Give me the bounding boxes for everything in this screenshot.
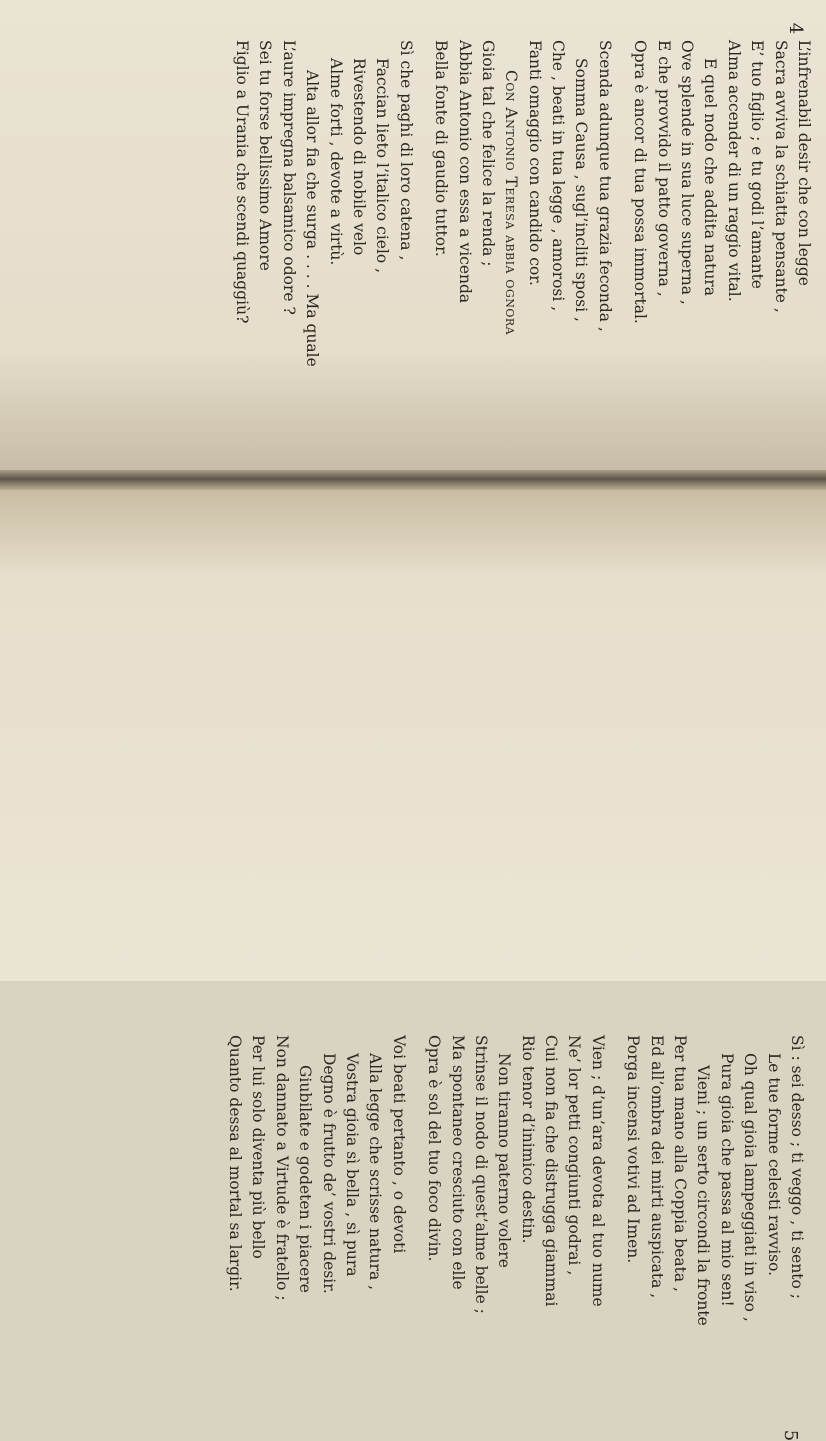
page-number-left: 4 xyxy=(785,22,807,35)
verse-line: Vieni ; un serto circondi la fronte xyxy=(694,1065,713,1326)
verse-line: Opra è sol del tuo foco divin. xyxy=(425,1035,444,1262)
verse-line: Alme forti , devote a virtù. xyxy=(326,58,345,266)
verse-line: Rivestendo di nobile velo xyxy=(349,58,368,256)
verse-line: Degno è frutto de’ vostri desir. xyxy=(319,1053,338,1294)
verse-line: Faccian lieto l’italico cielo , xyxy=(373,58,392,274)
verse-line: Con Antonio Teresa abbia ognora xyxy=(502,70,521,336)
right-page xyxy=(0,490,826,1441)
verse-line: Per lui solo diventa più bello xyxy=(249,1035,268,1259)
verse-line: L’aure impregna balsamico odore ? xyxy=(279,40,298,315)
verse-line: Ed all’ombra dei mirti auspicata , xyxy=(647,1035,666,1299)
verse-line: Voi beati pertanto , o devoti xyxy=(389,1035,408,1254)
verse-line: Abbia Antonio con essa a vicenda xyxy=(455,40,474,304)
verse-line: Somma Causa , sugl’incliti sposi , xyxy=(572,58,591,322)
verse-line: Pura gioia che passa al mio sen! xyxy=(717,1053,736,1307)
verse-line: Scenda adunque tua grazia feconda , xyxy=(595,40,614,332)
verse-line: Bella fonte di gaudio tuttor. xyxy=(432,40,451,257)
verse-line: Ne’ lor petti congiunti godrai , xyxy=(565,1035,584,1276)
verse-line: Cui non fia che distrugga giammai xyxy=(542,1035,561,1307)
verse-line: Rio tenor d’inimico destin. xyxy=(518,1035,537,1244)
verse-line: Non dannato a Virtude è fratello ; xyxy=(272,1035,291,1301)
verse-line: Le tue forme celesti ravviso. xyxy=(764,1053,783,1277)
verse-line: Non tiranno paterno volere xyxy=(495,1053,514,1268)
stanza xyxy=(230,40,417,385)
verse-line: Oh qual gioia lampeggiati in viso , xyxy=(741,1053,760,1322)
verse-line: Gioia tal che felice la renda ; xyxy=(478,40,497,267)
stanza xyxy=(628,40,815,385)
verse-line: Ove splende in sua luce superna , xyxy=(678,40,697,305)
stanza xyxy=(223,1035,410,1385)
verse-line: E’ tuo figlio ; e tu godi l’amante xyxy=(748,40,767,289)
book-gutter xyxy=(0,470,826,490)
verse-line: Quanto dessa al mortal sa largir. xyxy=(226,1035,245,1292)
verse-line: Strinse il nodo di quest’alme belle ; xyxy=(471,1035,490,1314)
page-number-right: 5 xyxy=(780,1429,802,1441)
verse-line: Giubilate e godeten i piacere xyxy=(296,1065,315,1293)
verse-line: Fanti omaggio con candido cor. xyxy=(525,40,544,286)
verse-line: Che , beati in tua legge , amorosi , xyxy=(549,40,568,312)
verse-line: Per tua mano alla Coppia beata , xyxy=(671,1035,690,1292)
verse-line: Opra è ancor di tua possa immortal. xyxy=(631,40,650,324)
stanza xyxy=(621,1035,808,1385)
poem-left-page xyxy=(218,40,815,385)
verse-line: Alta allor fia che surga . . . . Ma quale xyxy=(303,70,322,367)
verse-line: Figlio a Urania che scendi quaggiù? xyxy=(233,40,252,324)
poem-right-page xyxy=(211,1035,808,1385)
verse-line: Ma spontaneo cresciuto con elle xyxy=(448,1035,467,1290)
verse-line: Porga incensi votivi ad Imen. xyxy=(624,1035,643,1264)
verse-line: Sì : sei desso ; ti veggo , ti sento ; xyxy=(788,1035,806,1300)
verse-line: Vien ; d’un’ara devota al tuo nume xyxy=(588,1035,607,1307)
verse-line: Alla legge che scrisse natura , xyxy=(366,1053,385,1291)
verse-line: Sei tu forse bellissimo Amore xyxy=(256,40,275,271)
verse-line: Sacra avviva la schiatta pensante , xyxy=(771,40,790,313)
verse-line: Sì che paghi di loro catena , xyxy=(396,40,415,261)
verse-line: E che provvido il patto governa , xyxy=(654,40,673,297)
left-page xyxy=(0,0,826,470)
stanza xyxy=(429,40,616,385)
verse-line: L’infrenabil desir che con legge xyxy=(795,40,813,286)
verse-line: Vostra gioia sì bella , sì pura xyxy=(342,1053,361,1277)
verse-line: E quel nodo che addita natura xyxy=(701,58,720,296)
stanza xyxy=(422,1035,609,1385)
verse-line: Alma accender di un raggio vital. xyxy=(724,40,743,302)
